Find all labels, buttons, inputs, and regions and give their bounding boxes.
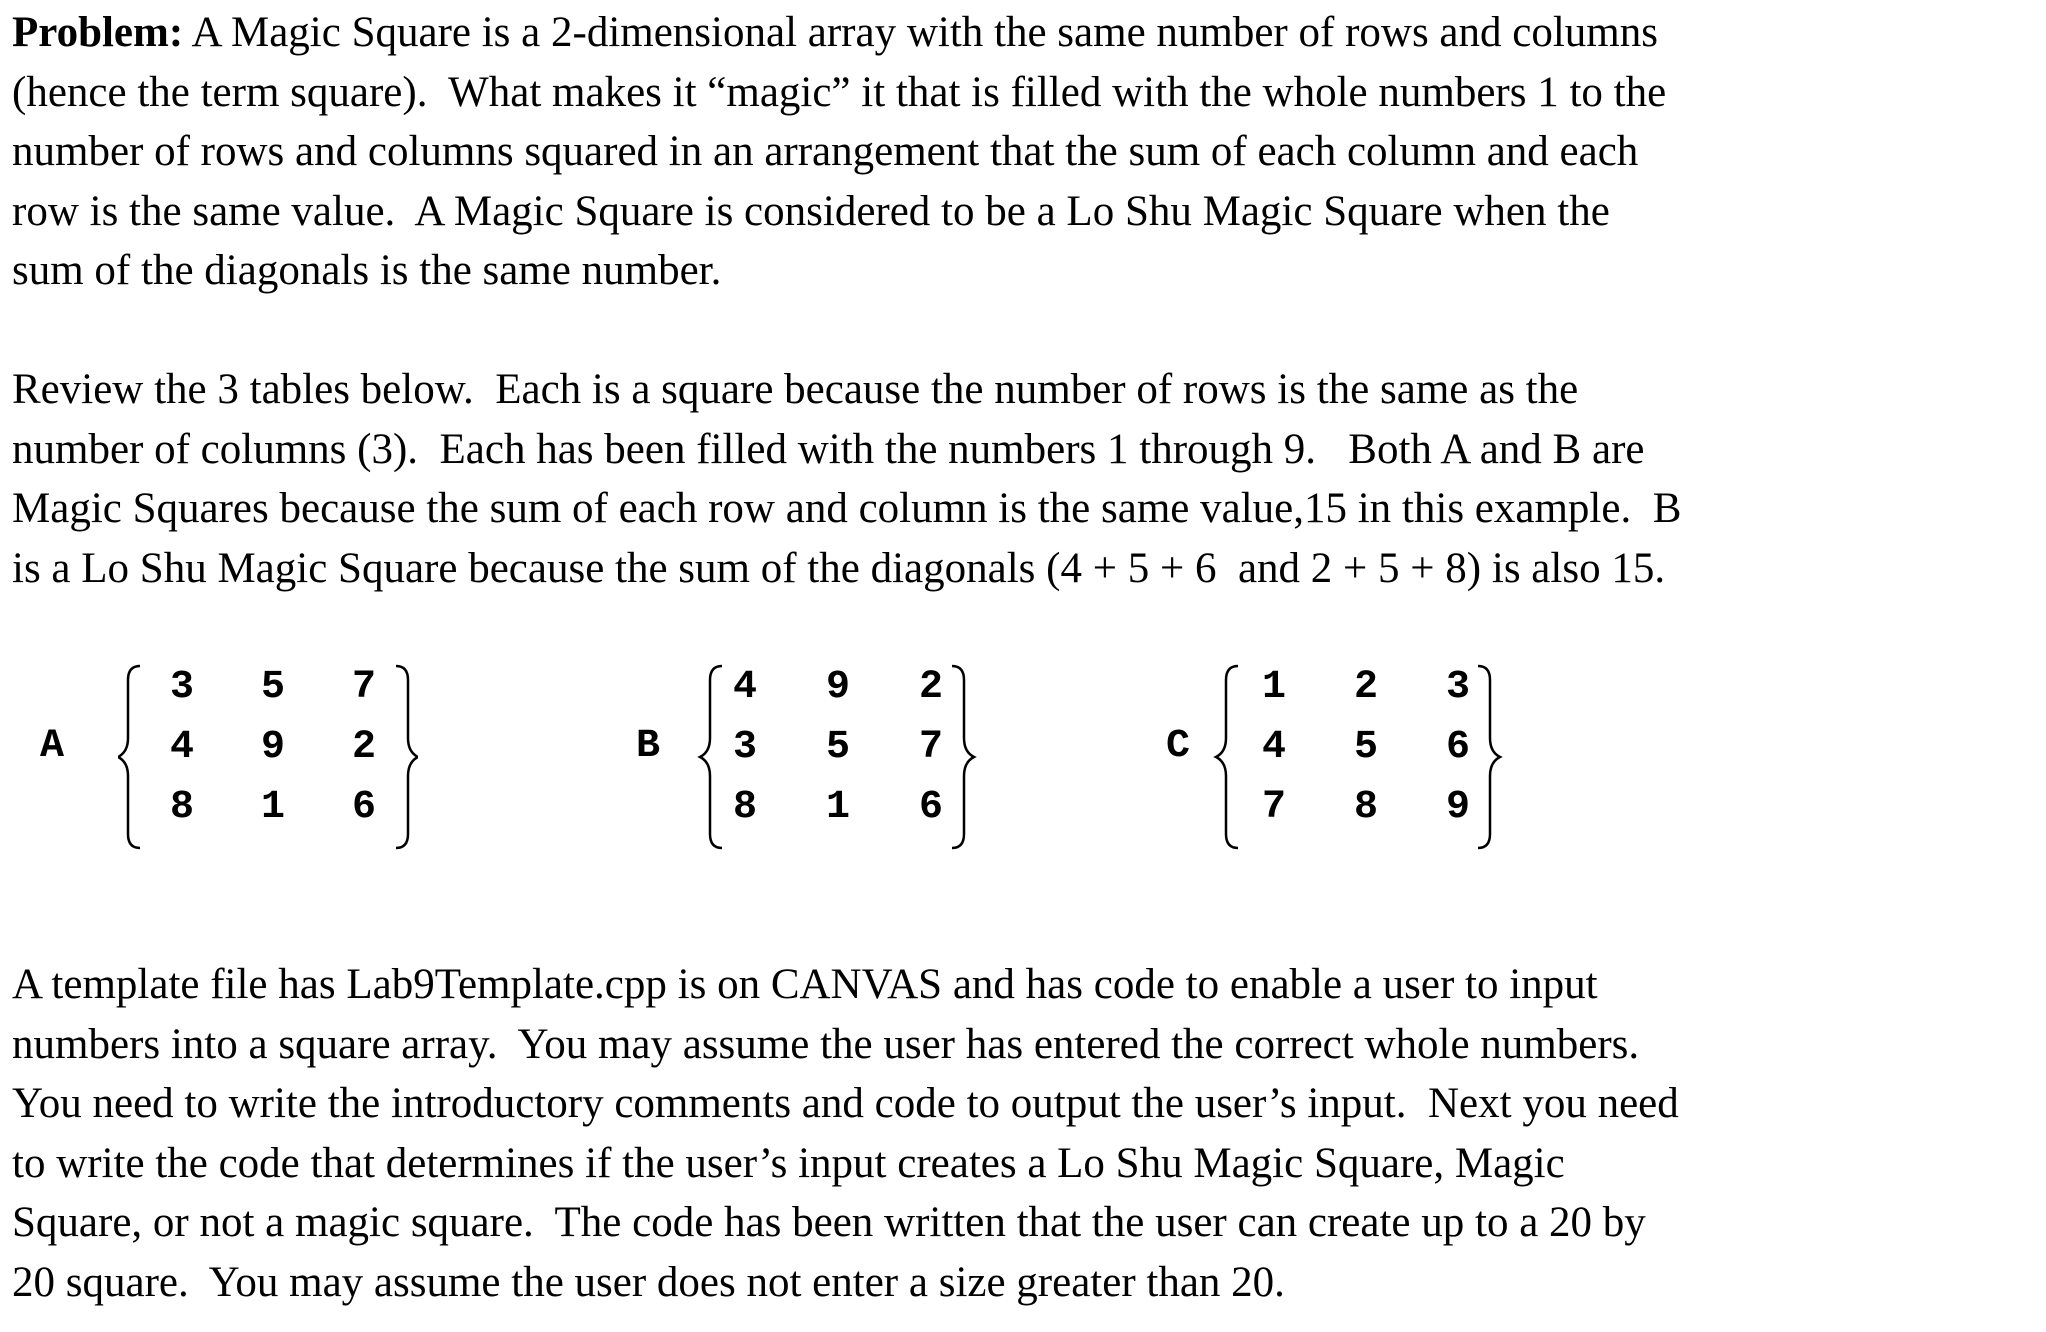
review-paragraph xyxy=(12,360,2036,598)
matrix-a xyxy=(118,658,418,856)
text-line: number of columns (3). Each has been filled with the numbers 1 through 9. Both A and B are xyxy=(12,425,1645,473)
text-line: A template file has Lab9Template.cpp is on CANVAS and has code to enable a user to input xyxy=(12,961,1598,1008)
matrix-c-label: C xyxy=(1166,724,1191,769)
matrix-cell: 8 xyxy=(169,785,194,830)
text-line: 20 square. You may assume the user does not enter a size greater than 20. xyxy=(12,1258,1285,1306)
problem-label: Problem: xyxy=(12,9,184,56)
matrix-cell: 6 xyxy=(1445,725,1470,770)
matrix-cell: 7 xyxy=(1261,785,1286,830)
matrix-a-label: A xyxy=(40,724,65,769)
matrix-cell: 7 xyxy=(351,665,376,710)
matrix-cell: 3 xyxy=(1445,665,1470,710)
matrix-cell: 7 xyxy=(918,725,943,770)
template-paragraph xyxy=(12,955,2036,1312)
matrix-cell: 6 xyxy=(918,785,943,830)
matrix-cell: 8 xyxy=(1353,785,1378,830)
matrix-cell: 3 xyxy=(169,665,194,710)
text-line: Magic Squares because the sum of each row and column is the same value,15 in this example. B xyxy=(12,485,1682,532)
matrix-cell: 9 xyxy=(825,665,850,710)
matrix-cell: 9 xyxy=(1445,785,1470,830)
matrix-cell: 1 xyxy=(825,785,850,830)
text-line: number of rows and columns squared in an arrangement that the sum of each column and each xyxy=(12,128,1639,175)
text-line: (hence the term square). What makes it “magic” it that is filled with the whole numbers 1 to the xyxy=(12,68,1667,116)
matrix-cell: 2 xyxy=(918,665,943,710)
matrix-cell: 4 xyxy=(1261,725,1286,770)
text-line: row is the same value. A Magic Square is considered to be a Lo Shu Magic Square when the xyxy=(12,187,1610,235)
matrix-cell: 5 xyxy=(1353,725,1378,770)
matrix-b xyxy=(680,658,980,856)
matrix-cell: 3 xyxy=(732,725,757,770)
matrix-cell: 2 xyxy=(351,725,376,770)
text-line: Square, or not a magic square. The code has been written that the user can create up to a 20 by xyxy=(12,1199,1646,1246)
matrix-cell: 5 xyxy=(260,665,285,710)
matrix-cell: 8 xyxy=(732,785,757,830)
matrix-cell: 2 xyxy=(1353,665,1378,710)
matrix-cell: 6 xyxy=(351,785,376,830)
matrix-c xyxy=(1208,658,1508,856)
text-line: sum of the diagonals is the same number. xyxy=(12,247,722,294)
text-line: is a Lo Shu Magic Square because the sum of the diagonals (4 + 5 + 6 and 2 + 5 + 8) is also 15. xyxy=(12,544,1666,592)
matrix-cell: 4 xyxy=(732,665,757,710)
problem-paragraph xyxy=(12,3,2036,301)
matrix-cell: 4 xyxy=(169,725,194,770)
text-line: Problem: A Magic Square is a 2-dimensional array with the same number of rows and columns xyxy=(12,9,1658,56)
matrix-cell: 1 xyxy=(260,785,285,830)
matrix-cell: 1 xyxy=(1261,665,1286,710)
matrix-cell: 5 xyxy=(825,725,850,770)
text-line: numbers into a square array. You may assume the user has entered the correct whole numbers. xyxy=(12,1020,1640,1068)
matrix-cell: 9 xyxy=(260,725,285,770)
text-line: You need to write the introductory comments and code to output the user’s input. Next you need xyxy=(12,1080,1679,1127)
text-line: to write the code that determines if the user’s input creates a Lo Shu Magic Square, Magic xyxy=(12,1139,1565,1187)
text-line: Review the 3 tables below. Each is a square because the number of rows is the same as the xyxy=(12,366,1579,413)
matrix-b-label: B xyxy=(636,724,661,769)
